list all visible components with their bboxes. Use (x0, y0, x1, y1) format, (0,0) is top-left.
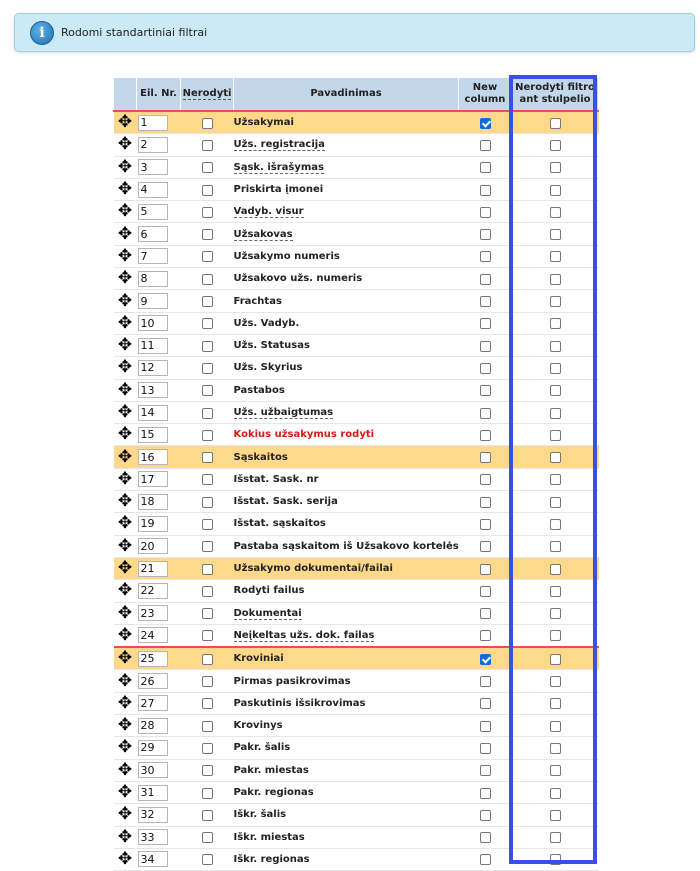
drag-handle-icon[interactable]: ✥ (114, 379, 137, 401)
row-name: Pastabos (234, 379, 459, 401)
table-row (114, 513, 599, 535)
row-name: Priskirta įmonei (234, 178, 459, 200)
row-name: Išstat. Sask. serija (234, 491, 459, 513)
new-column-checkbox[interactable] (480, 721, 491, 732)
drag-handle-icon[interactable]: ✥ (114, 446, 137, 468)
table-row (114, 268, 599, 290)
new-column-checkbox[interactable] (480, 788, 491, 799)
table-row (114, 290, 599, 312)
row-name: Užs. Vadyb. (234, 312, 459, 334)
hide-checkbox[interactable] (202, 541, 213, 552)
new-column-checkbox[interactable] (480, 341, 491, 352)
hide-checkbox[interactable] (202, 497, 213, 508)
new-column-checkbox[interactable] (480, 296, 491, 307)
info-icon: i (30, 21, 54, 45)
table-row (114, 379, 599, 401)
table-row (114, 312, 599, 334)
drag-handle-icon[interactable]: ✥ (114, 178, 137, 200)
order-number-input[interactable] (138, 651, 168, 667)
table-row (114, 491, 599, 513)
row-name: Užsakymo numeris (234, 245, 459, 267)
drag-handle-icon[interactable]: ✥ (114, 223, 137, 245)
row-name: Užs. užbaigtumas (234, 401, 459, 423)
row-name: Kroviniai (234, 647, 459, 670)
hide-checkbox[interactable] (202, 854, 213, 865)
table-row (114, 401, 599, 423)
new-column-checkbox[interactable] (480, 832, 491, 843)
row-name: Vadyb. visur (234, 201, 459, 223)
hide-filter-checkbox[interactable] (550, 654, 561, 665)
table-row (114, 424, 599, 446)
row-name: Frachtas (234, 290, 459, 312)
hide-checkbox[interactable] (202, 832, 213, 843)
filters-table (113, 77, 599, 871)
hide-filter-checkbox[interactable] (550, 408, 561, 419)
row-name: Užsakovas (234, 223, 459, 245)
drag-handle-icon[interactable]: ✥ (114, 737, 137, 759)
row-name: Išstat. sąskaitos (234, 513, 459, 535)
drag-handle-icon[interactable]: ✥ (114, 715, 137, 737)
new-column-checkbox[interactable] (480, 318, 491, 329)
new-column-checkbox[interactable] (480, 698, 491, 709)
hide-checkbox[interactable] (202, 341, 213, 352)
row-name: Užs. Statusas (234, 334, 459, 356)
order-number-input[interactable] (138, 538, 168, 554)
table-row (114, 692, 599, 714)
drag-handle-icon[interactable]: ✥ (114, 670, 137, 692)
order-number-input[interactable] (138, 494, 168, 510)
table-row (114, 848, 599, 870)
new-column-checkbox[interactable] (480, 118, 491, 129)
hide-checkbox[interactable] (202, 229, 213, 240)
order-number-input[interactable] (138, 204, 168, 220)
row-name: Krovinys (234, 715, 459, 737)
row-name: Išstat. Sask. nr (234, 468, 459, 490)
new-column-checkbox[interactable] (480, 743, 491, 754)
order-number-input[interactable] (138, 427, 168, 443)
table-row (114, 759, 599, 781)
drag-handle-icon[interactable]: ✥ (114, 468, 137, 490)
order-number-input[interactable] (138, 851, 168, 867)
row-name: Paskutinis išsikrovimas (234, 692, 459, 714)
table-row (114, 134, 599, 156)
drag-handle-icon[interactable]: ✥ (114, 401, 137, 423)
order-number-input[interactable] (138, 561, 168, 577)
new-column-checkbox[interactable] (480, 608, 491, 619)
hide-checkbox[interactable] (202, 765, 213, 776)
new-column-checkbox[interactable] (480, 185, 491, 196)
hide-filter-checkbox[interactable] (550, 810, 561, 821)
hide-filter-checkbox[interactable] (550, 318, 561, 329)
row-name: Užs. registracija (234, 134, 459, 156)
header-nerodyti-filtro: Nerodyti filtro ant stulpelio (512, 78, 599, 112)
info-text: Rodomi standartiniai filtrai (61, 26, 208, 39)
drag-handle-icon[interactable]: ✥ (114, 692, 137, 714)
hide-checkbox[interactable] (202, 251, 213, 262)
order-number-input[interactable] (138, 382, 168, 398)
table-row (114, 602, 599, 624)
hide-filter-checkbox[interactable] (550, 743, 561, 754)
hide-filter-checkbox[interactable] (550, 541, 561, 552)
drag-handle-icon[interactable]: ✥ (114, 804, 137, 826)
row-name: Dokumentai (234, 602, 459, 624)
new-column-checkbox[interactable] (480, 162, 491, 173)
order-number-input[interactable] (138, 762, 168, 778)
table-row (114, 245, 599, 267)
drag-handle-icon[interactable]: ✥ (114, 647, 137, 670)
hide-checkbox[interactable] (202, 519, 213, 530)
row-name: Sąskaitos (234, 446, 459, 468)
row-name: Užsakymo dokumentai/failai (234, 557, 459, 579)
new-column-checkbox[interactable] (480, 630, 491, 641)
hide-filter-checkbox[interactable] (550, 185, 561, 196)
drag-handle-icon[interactable]: ✥ (114, 491, 137, 513)
table-row (114, 737, 599, 759)
order-number-input[interactable] (138, 449, 168, 465)
table-row (114, 557, 599, 579)
hide-filter-checkbox[interactable] (550, 630, 561, 641)
table-row (114, 624, 599, 647)
table-row (114, 647, 599, 670)
table-row (114, 334, 599, 356)
hide-filter-checkbox[interactable] (550, 162, 561, 173)
new-column-checkbox[interactable] (480, 519, 491, 530)
hide-checkbox[interactable] (202, 363, 213, 374)
table-row (114, 156, 599, 178)
hide-filter-checkbox[interactable] (550, 854, 561, 865)
hide-filter-checkbox[interactable] (550, 274, 561, 285)
drag-handle-icon[interactable]: ✥ (114, 513, 137, 535)
order-number-input[interactable] (138, 315, 168, 331)
order-number-input[interactable] (138, 785, 168, 801)
table-row (114, 535, 599, 557)
order-number-input[interactable] (138, 471, 168, 487)
order-number-input[interactable] (138, 740, 168, 756)
row-name: Iškr. miestas (234, 826, 459, 848)
hide-filter-checkbox[interactable] (550, 765, 561, 776)
drag-handle-icon[interactable]: ✥ (114, 312, 137, 334)
drag-handle-icon[interactable]: ✥ (114, 602, 137, 624)
hide-filter-checkbox[interactable] (550, 363, 561, 374)
hide-checkbox[interactable] (202, 207, 213, 218)
row-name: Sąsk. išrašymas (234, 156, 459, 178)
header-drag (114, 78, 137, 112)
new-column-checkbox[interactable] (480, 140, 491, 151)
hide-checkbox[interactable] (202, 654, 213, 665)
drag-handle-icon[interactable]: ✥ (114, 848, 137, 870)
table-row (114, 580, 599, 602)
order-number-input[interactable] (138, 293, 168, 309)
drag-handle-icon[interactable]: ✥ (114, 424, 137, 446)
new-column-checkbox[interactable] (480, 810, 491, 821)
new-column-checkbox[interactable] (480, 229, 491, 240)
hide-filter-checkbox[interactable] (550, 341, 561, 352)
hide-checkbox[interactable] (202, 721, 213, 732)
drag-handle-icon[interactable]: ✥ (114, 268, 137, 290)
drag-handle-icon[interactable]: ✥ (114, 826, 137, 848)
hide-filter-checkbox[interactable] (550, 385, 561, 396)
hide-checkbox[interactable] (202, 452, 213, 463)
hide-checkbox[interactable] (202, 430, 213, 441)
info-banner (14, 13, 695, 52)
row-name: Pakr. regionas (234, 781, 459, 803)
drag-handle-icon[interactable]: ✥ (114, 580, 137, 602)
order-number-input[interactable] (138, 829, 168, 845)
row-name: Pakr. miestas (234, 759, 459, 781)
drag-handle-icon[interactable]: ✥ (114, 535, 137, 557)
table-row (114, 357, 599, 379)
drag-handle-icon[interactable]: ✥ (114, 201, 137, 223)
new-column-checkbox[interactable] (480, 207, 491, 218)
hide-filter-checkbox[interactable] (550, 698, 561, 709)
new-column-checkbox[interactable] (480, 363, 491, 374)
order-number-input[interactable] (138, 137, 168, 153)
table-row (114, 804, 599, 826)
hide-checkbox[interactable] (202, 564, 213, 575)
hide-filter-checkbox[interactable] (550, 229, 561, 240)
hide-filter-checkbox[interactable] (550, 564, 561, 575)
table-row (114, 670, 599, 692)
header-eil-nr: Eil. Nr. (137, 78, 181, 112)
new-column-checkbox[interactable] (480, 251, 491, 262)
order-number-input[interactable] (138, 271, 168, 287)
hide-checkbox[interactable] (202, 788, 213, 799)
order-number-input[interactable] (138, 627, 168, 643)
hide-checkbox[interactable] (202, 474, 213, 485)
hide-filter-checkbox[interactable] (550, 676, 561, 687)
hide-filter-checkbox[interactable] (550, 586, 561, 597)
row-name: Pastaba sąskaitom iš Užsakovo kortelės (234, 535, 459, 557)
hide-checkbox[interactable] (202, 140, 213, 151)
row-name: Kokius užsakymus rodyti (234, 424, 459, 446)
hide-filter-checkbox[interactable] (550, 207, 561, 218)
header-new-column: New column (459, 78, 512, 112)
drag-handle-icon[interactable]: ✥ (114, 111, 137, 134)
order-number-input[interactable] (138, 182, 168, 198)
table-row (114, 178, 599, 200)
hide-filter-checkbox[interactable] (550, 296, 561, 307)
order-number-input[interactable] (138, 405, 168, 421)
row-name: Rodyti failus (234, 580, 459, 602)
order-number-input[interactable] (138, 673, 168, 689)
table-row (114, 111, 599, 134)
new-column-checkbox[interactable] (480, 452, 491, 463)
table-row (114, 446, 599, 468)
hide-checkbox[interactable] (202, 274, 213, 285)
new-column-checkbox[interactable] (480, 654, 491, 665)
hide-filter-checkbox[interactable] (550, 430, 561, 441)
new-column-checkbox[interactable] (480, 854, 491, 865)
table-row (114, 826, 599, 848)
hide-checkbox[interactable] (202, 408, 213, 419)
order-number-input[interactable] (138, 115, 168, 131)
order-number-input[interactable] (138, 516, 168, 532)
row-name: Iškr. regionas (234, 848, 459, 870)
order-number-input[interactable] (138, 226, 168, 242)
table-row (114, 223, 599, 245)
drag-handle-icon[interactable]: ✥ (114, 759, 137, 781)
row-name: Neįkeltas užs. dok. failas (234, 624, 459, 647)
row-name: Užsakovo užs. numeris (234, 268, 459, 290)
table-row (114, 715, 599, 737)
drag-handle-icon[interactable]: ✥ (114, 624, 137, 647)
hide-checkbox[interactable] (202, 318, 213, 329)
drag-handle-icon[interactable]: ✥ (114, 334, 137, 356)
hide-checkbox[interactable] (202, 296, 213, 307)
hide-filter-checkbox[interactable] (550, 832, 561, 843)
table-row (114, 201, 599, 223)
hide-filter-checkbox[interactable] (550, 497, 561, 508)
header-pavadinimas: Pavadinimas (234, 78, 459, 112)
new-column-checkbox[interactable] (480, 676, 491, 687)
hide-checkbox[interactable] (202, 698, 213, 709)
hide-checkbox[interactable] (202, 118, 213, 129)
new-column-checkbox[interactable] (480, 564, 491, 575)
new-column-checkbox[interactable] (480, 586, 491, 597)
hide-checkbox[interactable] (202, 385, 213, 396)
order-number-input[interactable] (138, 159, 168, 175)
hide-checkbox[interactable] (202, 743, 213, 754)
row-name: Užsakymai (234, 111, 459, 134)
new-column-checkbox[interactable] (480, 474, 491, 485)
new-column-checkbox[interactable] (480, 541, 491, 552)
row-name: Pakr. šalis (234, 737, 459, 759)
order-number-input[interactable] (138, 338, 168, 354)
hide-checkbox[interactable] (202, 810, 213, 821)
order-number-input[interactable] (138, 248, 168, 264)
hide-filter-checkbox[interactable] (550, 140, 561, 151)
table-row (114, 781, 599, 803)
row-name: Pirmas pasikrovimas (234, 670, 459, 692)
hide-filter-checkbox[interactable] (550, 452, 561, 463)
hide-checkbox[interactable] (202, 162, 213, 173)
drag-handle-icon[interactable]: ✥ (114, 245, 137, 267)
new-column-checkbox[interactable] (480, 497, 491, 508)
hide-checkbox[interactable] (202, 185, 213, 196)
table-header-row (114, 78, 599, 112)
order-number-input[interactable] (138, 807, 168, 823)
row-name: Užs. Skyrius (234, 357, 459, 379)
hide-checkbox[interactable] (202, 630, 213, 641)
new-column-checkbox[interactable] (480, 408, 491, 419)
hide-filter-checkbox[interactable] (550, 721, 561, 732)
order-number-input[interactable] (138, 583, 168, 599)
hide-filter-checkbox[interactable] (550, 474, 561, 485)
order-number-input[interactable] (138, 360, 168, 376)
order-number-input[interactable] (138, 718, 168, 734)
drag-handle-icon[interactable]: ✥ (114, 781, 137, 803)
drag-handle-icon[interactable]: ✥ (114, 357, 137, 379)
new-column-checkbox[interactable] (480, 430, 491, 441)
hide-checkbox[interactable] (202, 608, 213, 619)
hide-checkbox[interactable] (202, 586, 213, 597)
hide-filter-checkbox[interactable] (550, 608, 561, 619)
drag-handle-icon[interactable]: ✥ (114, 156, 137, 178)
header-nerodyti[interactable]: Nerodyti (181, 78, 234, 112)
order-number-input[interactable] (138, 695, 168, 711)
drag-handle-icon[interactable]: ✥ (114, 557, 137, 579)
order-number-input[interactable] (138, 605, 168, 621)
drag-handle-icon[interactable]: ✥ (114, 134, 137, 156)
new-column-checkbox[interactable] (480, 385, 491, 396)
hide-filter-checkbox[interactable] (550, 118, 561, 129)
new-column-checkbox[interactable] (480, 765, 491, 776)
new-column-checkbox[interactable] (480, 274, 491, 285)
table-row (114, 468, 599, 490)
hide-checkbox[interactable] (202, 676, 213, 687)
hide-filter-checkbox[interactable] (550, 788, 561, 799)
drag-handle-icon[interactable]: ✥ (114, 290, 137, 312)
hide-filter-checkbox[interactable] (550, 251, 561, 262)
hide-filter-checkbox[interactable] (550, 519, 561, 530)
row-name: Iškr. šalis (234, 804, 459, 826)
